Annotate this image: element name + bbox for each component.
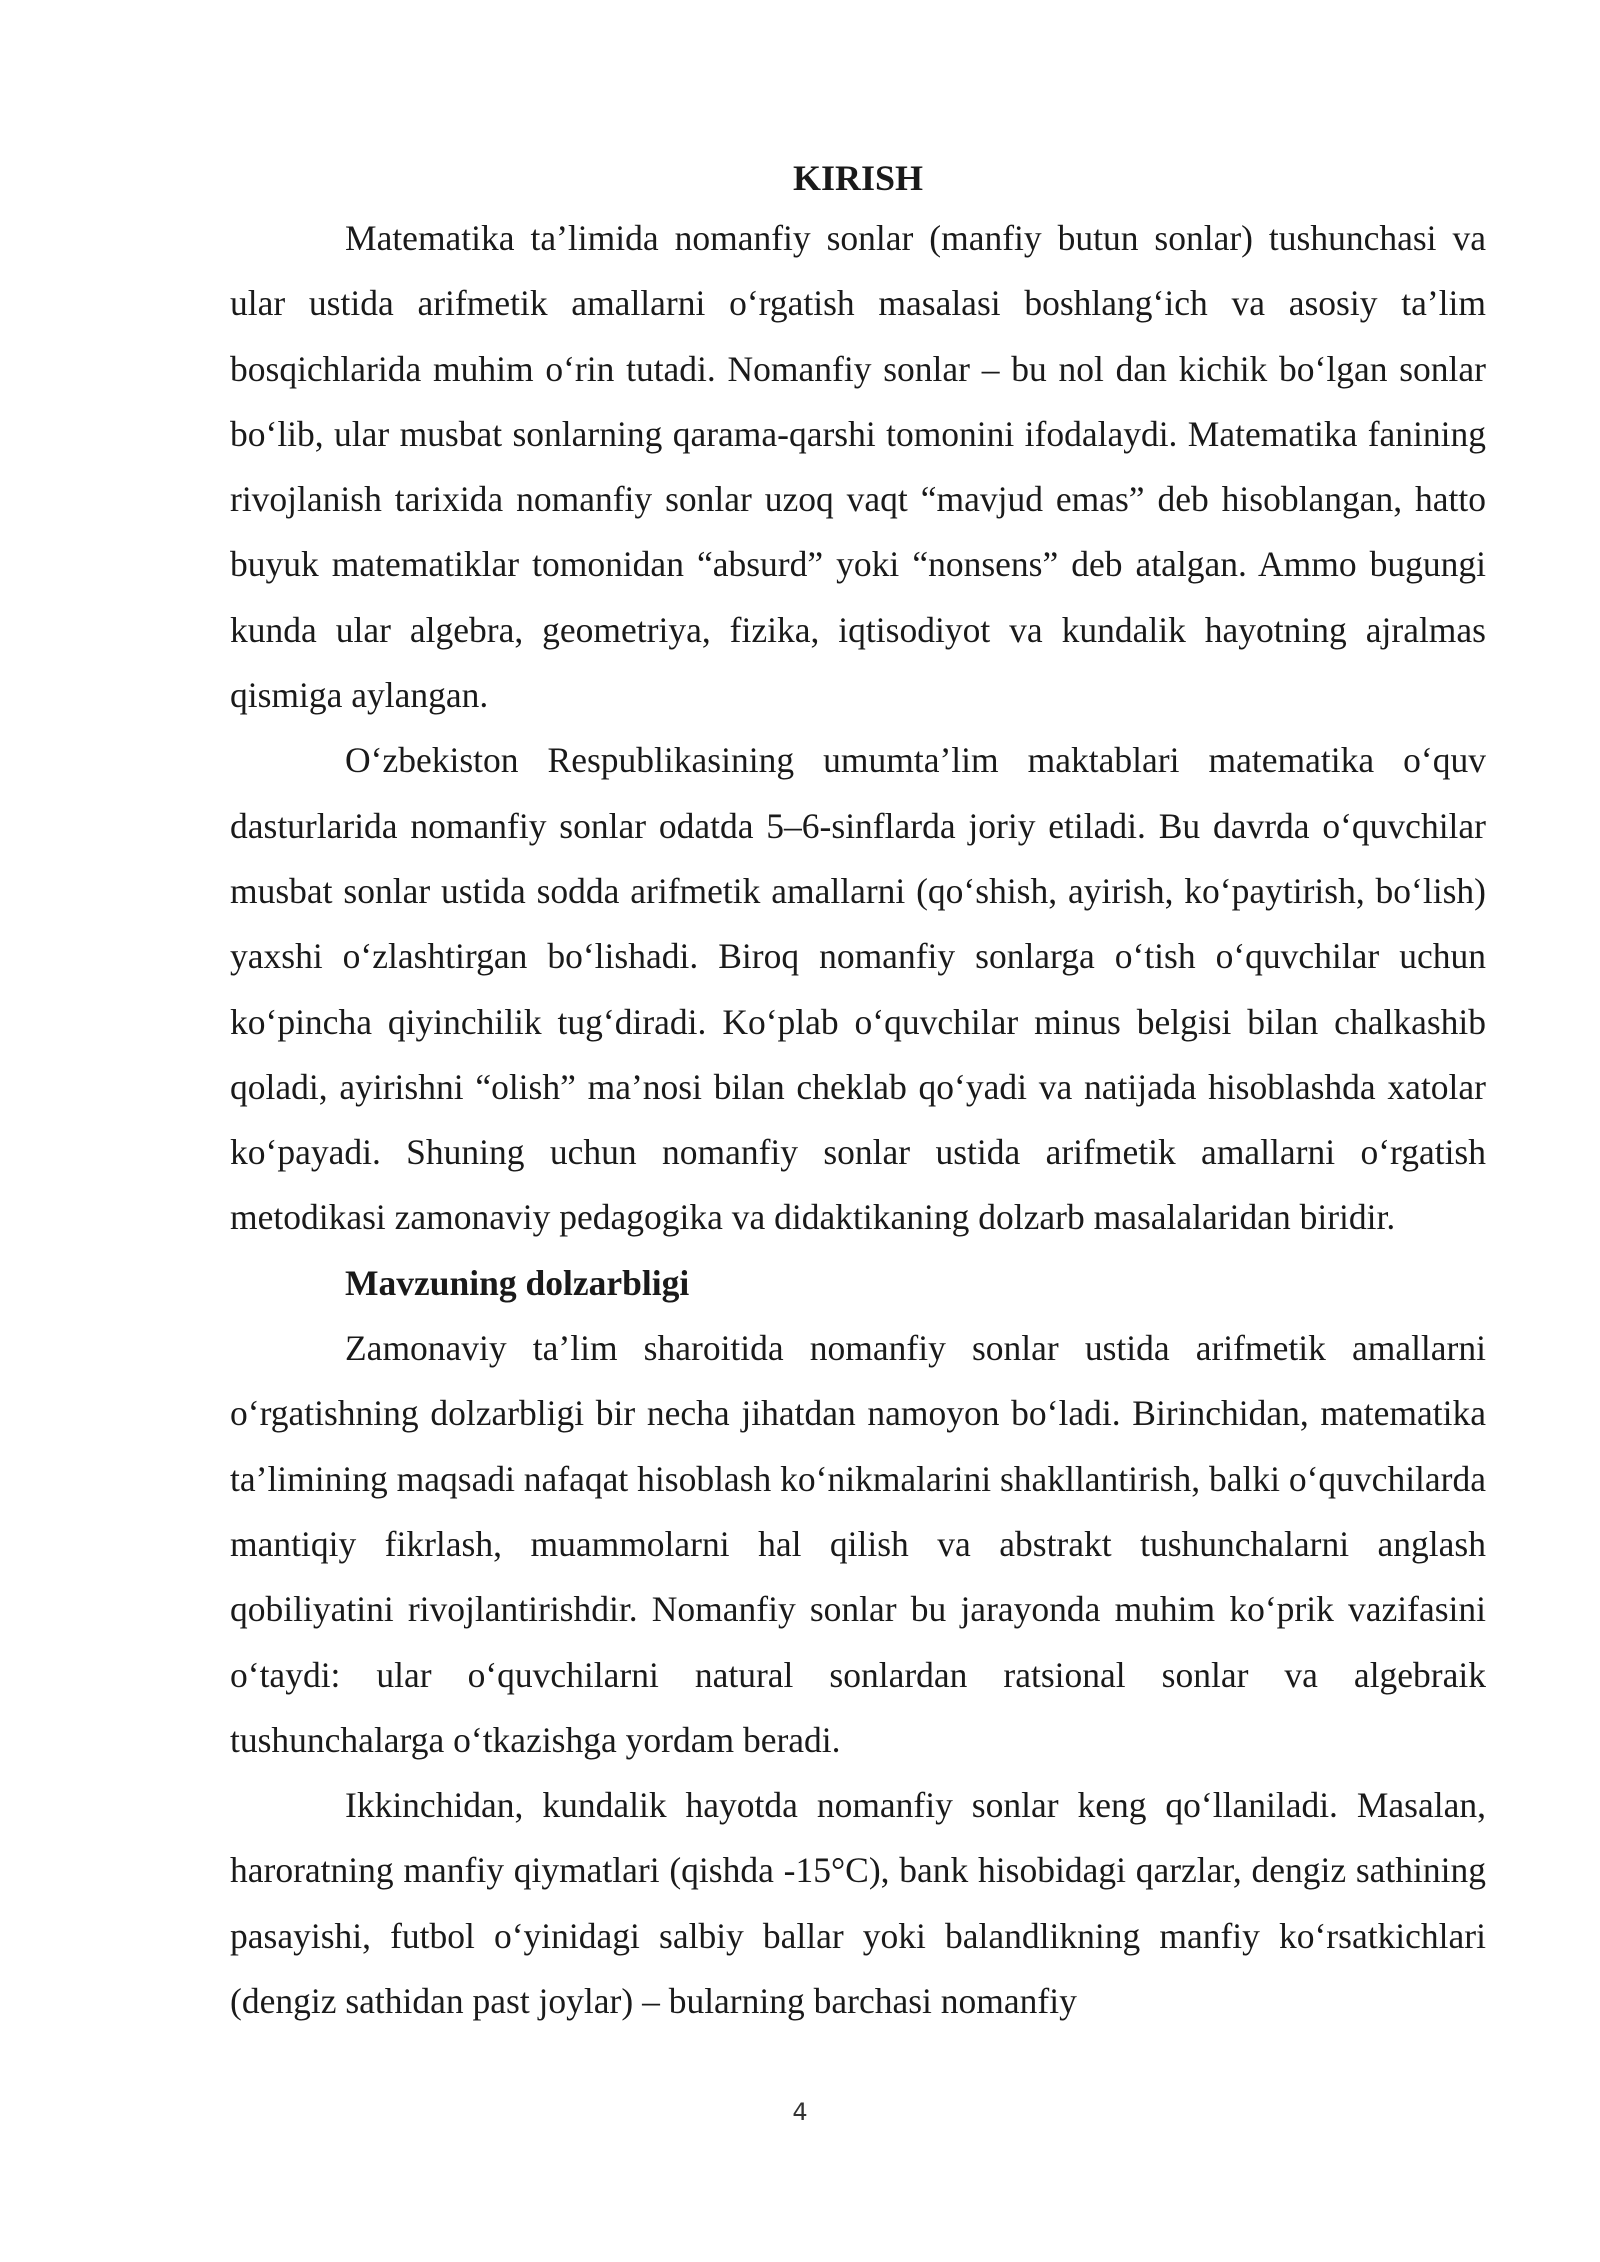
section-heading: Mavzuning dolzarbligi [345,1262,690,1303]
paragraph-section-2: Ikkinchidan, kundalik hayotda nomanfiy sonlar keng qo‘llaniladi. Masalan, haroratning manfiy qiymatlari (qishda -15°C), bank hisobidagi qarzlar, dengiz sathining pasayishi, futbol o‘yinidagi salbiy ballar yoki balandlikning manfiy ko‘rsatkichlari (dengiz sathidan past joylar) – bularning barchasi nomanfiy [230,1785,1486,2022]
page-number: 4 [792,2098,808,2126]
document-title: KIRISH [792,158,924,198]
paragraph-intro-1: Matematika ta’limida nomanfiy sonlar (manfiy butun sonlar) tushunchasi va ular ustida arifmetik amallarni o‘rgatish masalasi boshlang‘ich va asosiy ta’lim bosqichlarida muhim o‘rin tutadi. Nomanfiy sonlar – bu nol dan kichik bo‘lgan sonlar bo‘lib, ular musbat sonlarning qarama-qarshi tomonini ifodalaydi. Matematika fanining rivojlanish tarixida nomanfiy sonlar uzoq vaqt “mavjud emas” deb hisoblangan, hatto buyuk matematiklar tomonidan “absurd” yoki “nonsens” deb atalgan. Ammo bugungi kunda ular algebra, geometriya, fizika, iqtisodiyot va kundalik hayotning ajralmas qismiga aylangan. [230,218,1486,716]
paragraph-section-1: Zamonaviy ta’lim sharoitida nomanfiy sonlar ustida arifmetik amallarni o‘rgatishning dolzarbligi bir necha jihatdan namoyon bo‘ladi. Birinchidan, matematika ta’limining maqsadi nafaqat hisoblash ko‘nikmalarini shakllantirish, balki o‘quvchilarda mantiqiy fikrlash, muammolarni hal qilish va abstrakt tushunchalarni anglash qobiliyatini rivojlantirishdir. Nomanfiy sonlar bu jarayonda muhim ko‘prik vazifasini o‘taydi: ular o‘quvchilarni natural sonlardan ratsional sonlar va algebraik tushunchalarga o‘tkazishga yordam beradi. [230,1328,1487,1760]
paragraph-intro-2: O‘zbekiston Respublikasining umumta’lim maktablari matematika o‘quv dasturlarida nomanfiy sonlar odatda 5–6-sinflarda joriy etiladi. Bu davrda o‘quvchilar musbat sonlar ustida sodda arifmetik amallarni (qo‘shish, ayirish, ko‘paytirish, bo‘lish) yaxshi o‘zlashtirgan bo‘lishadi. Biroq nomanfiy sonlarga o‘tish o‘quvchilar uchun ko‘pincha qiyinchilik tug‘diradi. Ko‘plab o‘quvchilar minus belgisi bilan chalkashib qoladi, ayirishni “olish” ma’nosi bilan cheklab qo‘yadi va natijada hisoblashda xatolar ko‘payadi. Shuning uchun nomanfiy sonlar ustida arifmetik amallarni o‘rgatish metodikasi zamonaviy pedagogika va didaktikaning dolzarb masalalaridan biridir. [230,740,1486,1238]
document-page [230,150,1486,2034]
